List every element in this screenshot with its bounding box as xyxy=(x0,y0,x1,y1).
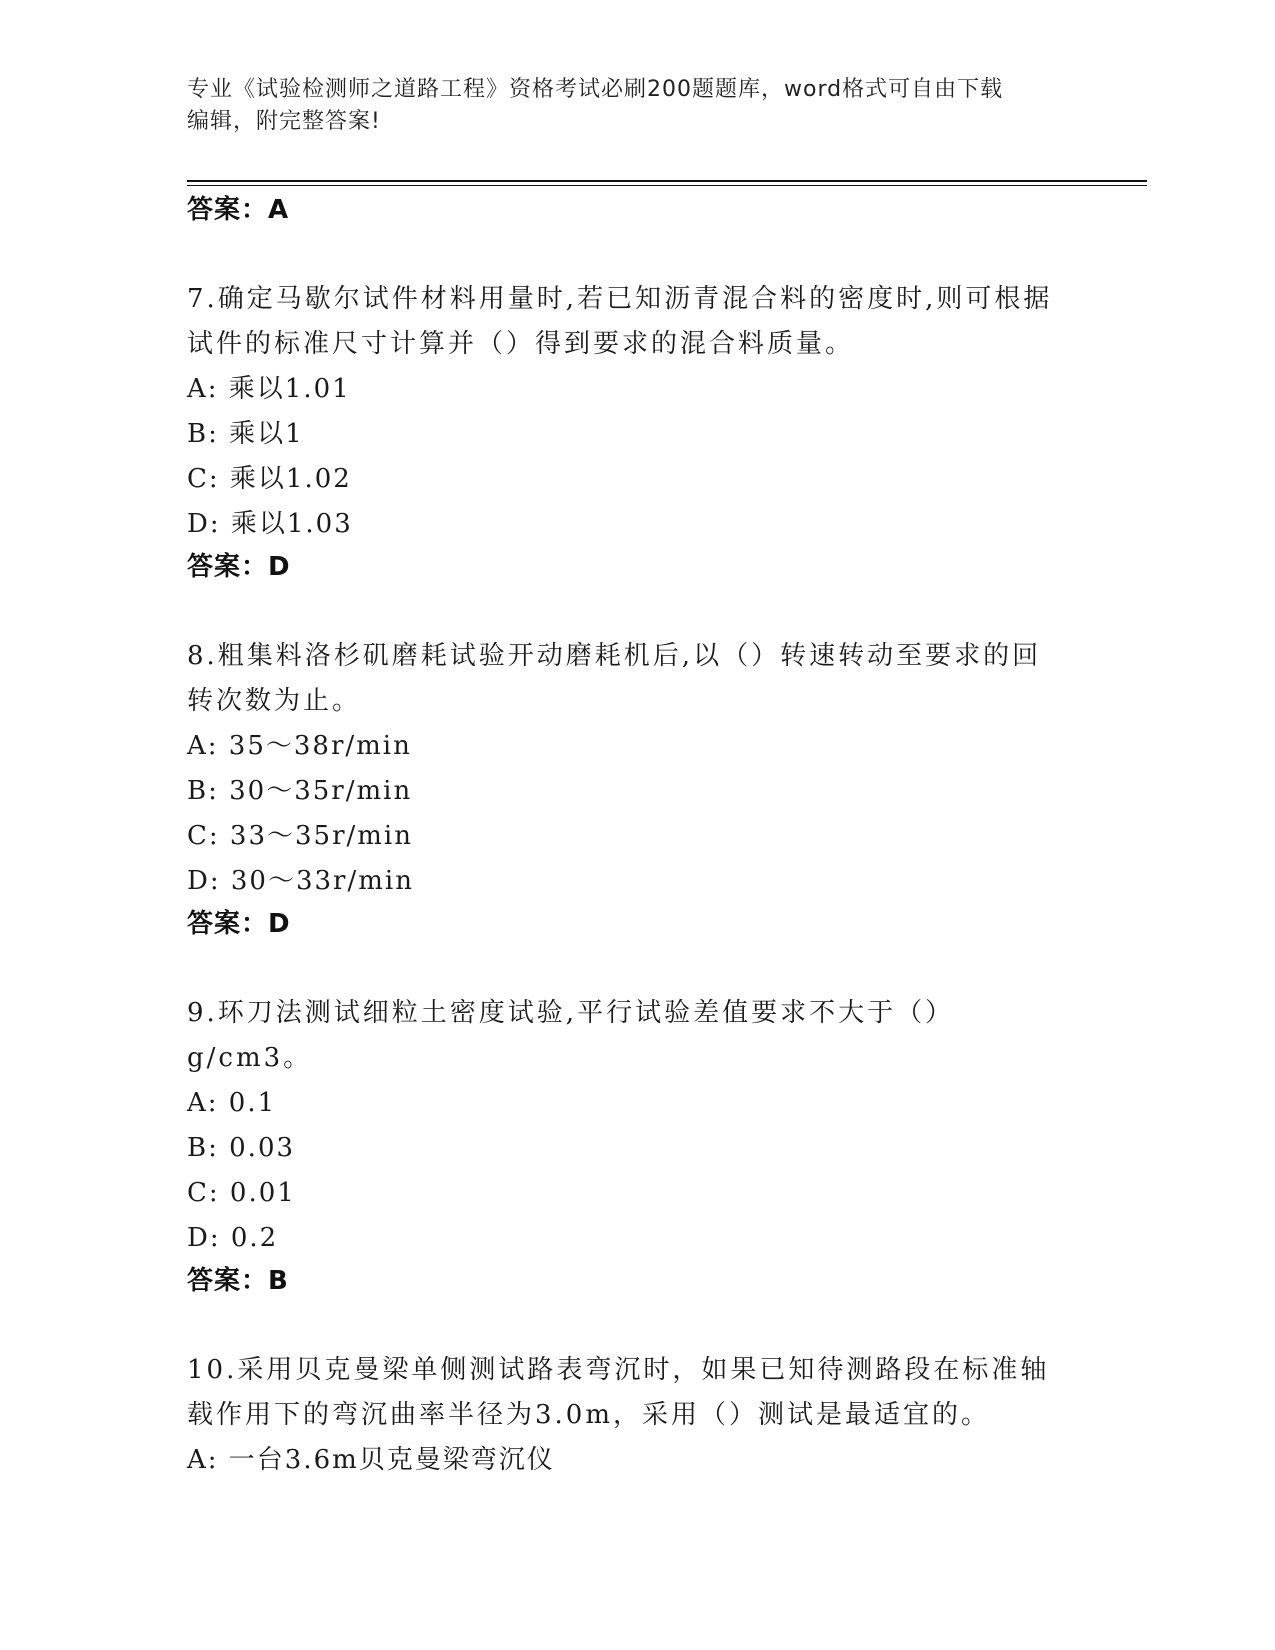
question-text: 9.环刀法测试细粒土密度试验,平行试验差值要求不大于（）g/cm3。 xyxy=(187,998,955,1073)
option-a: A: 35～38r/min xyxy=(187,731,412,761)
question-text: 10.采用贝克曼梁单侧测试路表弯沉时，如果已知待测路段在标准轴载作用下的弯沉曲率半径为3.0m，采用（）测试是最适宜的。 xyxy=(187,1355,1050,1430)
document-body xyxy=(187,190,1147,1483)
question-text: 8.粗集料洛杉矶磨耗试验开动磨耗机后,以（）转速转动至要求的回转次数为止。 xyxy=(187,641,1042,716)
header-rule-thick xyxy=(187,180,1147,182)
question-text: 7.确定马歇尔试件材料用量时,若已知沥青混合料的密度时,则可根据试件的标准尺寸计算并（）得到要求的混合料质量。 xyxy=(187,284,1053,359)
option-b: B: 0.03 xyxy=(187,1133,296,1163)
option-d: D: 乘以1.03 xyxy=(187,509,353,539)
answer: 答案：D xyxy=(187,909,291,939)
option-b: B: 乘以1 xyxy=(187,419,304,449)
option-c: C: 0.01 xyxy=(187,1178,296,1208)
option-c: C: 33～35r/min xyxy=(187,821,413,851)
option-d: D: 30～33r/min xyxy=(187,866,414,896)
question-block-10 xyxy=(187,1348,1147,1483)
option-a: A: 0.1 xyxy=(187,1088,277,1118)
document-header xyxy=(187,74,1087,138)
option-d: D: 0.2 xyxy=(187,1223,279,1253)
header-line-1: 专业《试验检测师之道路工程》资格考试必刷200题题库，word格式可自由下载 xyxy=(187,77,1004,102)
answer-previous: 答案：A xyxy=(187,195,290,225)
answer: 答案：B xyxy=(187,1266,289,1296)
question-block-9 xyxy=(187,991,1147,1306)
answer: 答案：D xyxy=(187,552,291,582)
header-line-2: 编辑，附完整答案! xyxy=(187,109,381,134)
option-a: A: 一台3.6m贝克曼梁弯沉仪 xyxy=(187,1445,555,1475)
header-rule-thin xyxy=(187,185,1147,186)
option-c: C: 乘以1.02 xyxy=(187,464,352,494)
question-block-8 xyxy=(187,634,1147,949)
question-block-7 xyxy=(187,277,1147,592)
option-a: A: 乘以1.01 xyxy=(187,374,351,404)
option-b: B: 30～35r/min xyxy=(187,776,413,806)
